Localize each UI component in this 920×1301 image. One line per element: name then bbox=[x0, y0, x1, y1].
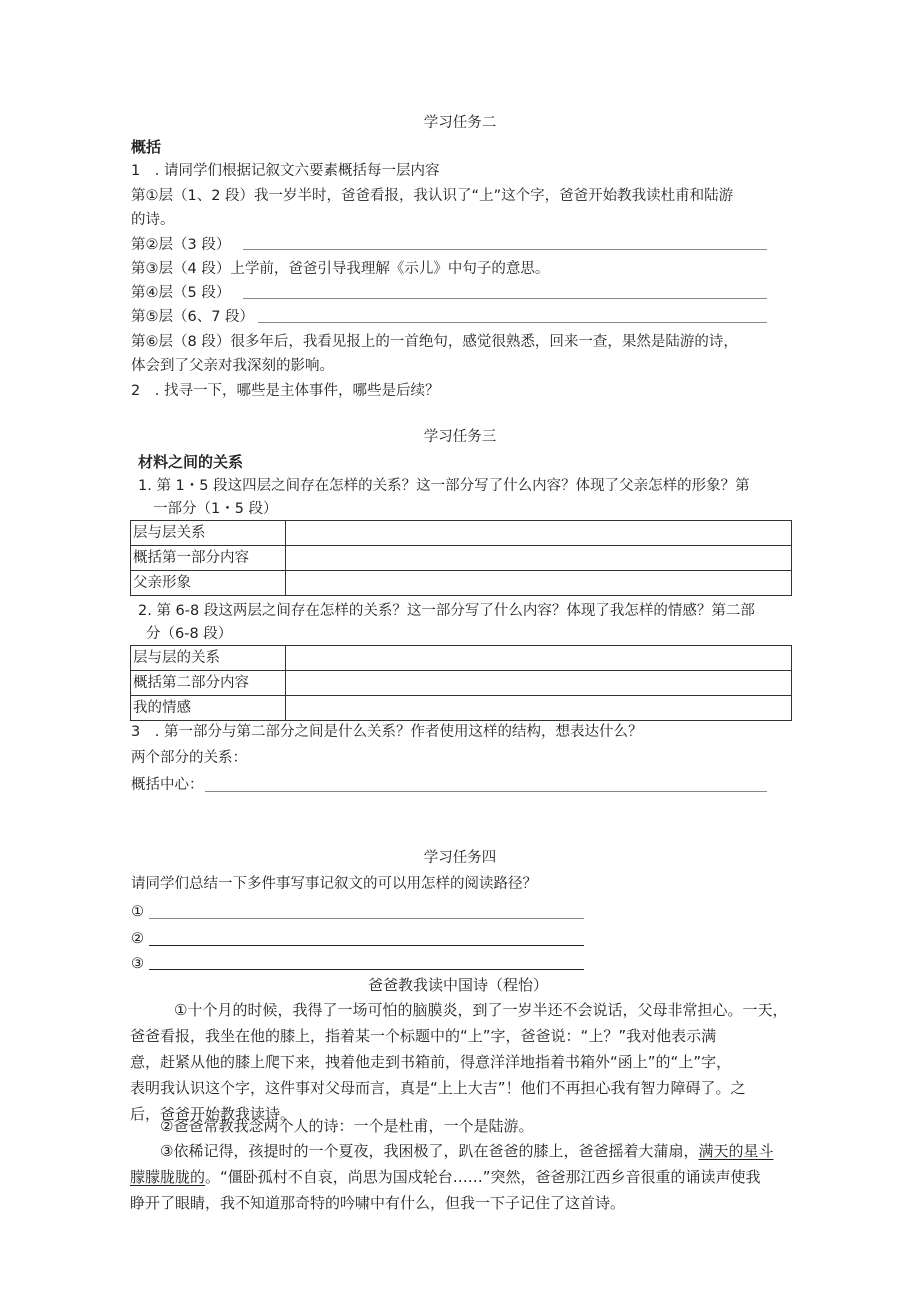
task3-question-3: 3 . 第一部分与第二部分之间是什么关系？作者使用这样的结构，想表达什么？ bbox=[131, 724, 643, 740]
article-paragraph-2 bbox=[130, 1113, 798, 1139]
paragraph-line: 后，爸爸开始教我读诗。 bbox=[130, 1105, 296, 1123]
underlined-phrase: 朦朦胧胧的 bbox=[130, 1168, 206, 1186]
table-answer-cell[interactable] bbox=[286, 521, 792, 546]
paragraph-line: 表明我认识这个字，这件事对父母而言，真是“上上大吉”！他们不再担心我有智力障碍了。之 bbox=[130, 1079, 746, 1097]
center-label: 概括中心： bbox=[131, 777, 204, 793]
article-paragraph-1 bbox=[130, 997, 798, 1127]
task3-title: 学习任务三 bbox=[423, 429, 497, 445]
path-item-3-number: ③ bbox=[131, 956, 144, 972]
table-label-cell: 我的情感 bbox=[131, 696, 286, 721]
paragraph-line: ②爸爸常教我念两个人的诗：一个是杜甫，一个是陆游。 bbox=[160, 1117, 534, 1135]
layer-6-line-1: 第⑥层（8 段）很多年后，我看见报上的一首绝句，感觉很熟悉，回来一查，果然是陆游的诗， bbox=[131, 334, 738, 350]
task2-question-1: 1 . 请同学们根据记叙文六要素概括每一层内容 bbox=[131, 163, 440, 179]
table-row bbox=[131, 671, 792, 696]
layer-1-line-1: 第①层（1、2 段）我一岁半时，爸爸看报，我认识了“上”这个字，爸爸开始教我读杜甫和陆游 bbox=[131, 188, 734, 204]
part2-table bbox=[130, 645, 792, 721]
center-answer-line[interactable] bbox=[205, 791, 767, 792]
table-answer-cell[interactable] bbox=[286, 546, 792, 571]
table-row bbox=[131, 696, 792, 721]
task2-heading: 概括 bbox=[131, 138, 162, 156]
task3-question-2-line-2: 分（6-8 段） bbox=[146, 626, 233, 642]
path-item-3-line[interactable] bbox=[149, 969, 584, 970]
article-title: 爸爸教我读中国诗（程怡） bbox=[368, 976, 549, 994]
path-item-1-line[interactable] bbox=[149, 918, 584, 919]
table-row bbox=[131, 546, 792, 571]
table-label-cell: 层与层的关系 bbox=[131, 646, 286, 671]
table-answer-cell[interactable] bbox=[286, 696, 792, 721]
paragraph-line: ①十个月的时候，我得了一场可怕的脑膜炎，到了一岁半还不会说话，父母非常担心。一天， bbox=[174, 1001, 788, 1019]
table-answer-cell[interactable] bbox=[286, 571, 792, 596]
layer-5-label: 第⑤层（6、7 段） bbox=[131, 309, 255, 325]
underlined-phrase: 满天的星斗 bbox=[698, 1142, 774, 1160]
paragraph-line bbox=[130, 1138, 798, 1164]
task4-title: 学习任务四 bbox=[423, 850, 497, 866]
layer-4-label: 第④层（5 段） bbox=[131, 285, 231, 301]
layer-2-label: 第②层（3 段） bbox=[131, 237, 231, 253]
table-label-cell: 概括第二部分内容 bbox=[131, 671, 286, 696]
layer-4-answer-line[interactable] bbox=[243, 298, 767, 299]
layer-5-answer-line[interactable] bbox=[258, 322, 767, 323]
paragraph-line: 爸爸看报，我坐在他的膝上，指着某一个标题中的“上”字，爸爸说：“上？”我对他表示满 bbox=[130, 1027, 717, 1045]
table-row bbox=[131, 571, 792, 596]
task3-question-2-line-1: 2. 第 6-8 段这两层之间存在怎样的关系？这一部分写了什么内容？体现了我怎样的情感？第二部 bbox=[138, 603, 755, 619]
paragraph-text: 。“僵卧孤村不自哀，尚思为国戍轮台……”突然，爸爸那江西乡音很重的诵读声使我 bbox=[205, 1168, 761, 1186]
table-label-cell: 父亲形象 bbox=[131, 571, 286, 596]
paragraph-text: ③依稀记得，孩提时的一个夏夜，我困极了，趴在爸爸的膝上，爸爸摇着大蒲扇， bbox=[160, 1142, 699, 1160]
task3-heading: 材料之间的关系 bbox=[138, 453, 244, 471]
article-paragraph-3 bbox=[130, 1138, 798, 1216]
table-label-cell: 层与层关系 bbox=[131, 521, 286, 546]
layer-3: 第③层（4 段）上学前，爸爸引导我理解《示儿》中句子的意思。 bbox=[131, 261, 550, 277]
task4-prompt: 请同学们总结一下多件事写事记叙文的可以用怎样的阅读路径？ bbox=[131, 876, 537, 892]
paragraph-line bbox=[130, 1164, 798, 1190]
paragraph-line: 意，赶紧从他的膝上爬下来，拽着他走到书箱前，得意洋洋地指着书箱外“函上”的“上”字， bbox=[130, 1053, 732, 1071]
layer-1-line-2: 的诗。 bbox=[131, 212, 175, 228]
table-row bbox=[131, 646, 792, 671]
task2-title: 学习任务二 bbox=[423, 115, 497, 131]
table-answer-cell[interactable] bbox=[286, 646, 792, 671]
path-item-1-number: ① bbox=[131, 904, 144, 920]
task3-question-1-line-1: 1. 第 1・5 段这四层之间存在怎样的关系？这一部分写了什么内容？体现了父亲怎样的形象？第 bbox=[138, 478, 750, 494]
relation-label: 两个部分的关系： bbox=[131, 750, 247, 766]
part1-table bbox=[130, 520, 792, 596]
table-label-cell: 概括第一部分内容 bbox=[131, 546, 286, 571]
task2-question-2: 2 . 找寻一下，哪些是主体事件，哪些是后续？ bbox=[131, 383, 440, 399]
paragraph-line: 睁开了眼睛，我不知道那奇特的吟啸中有什么，但我一下子记住了这首诗。 bbox=[130, 1194, 626, 1212]
task3-question-1-line-2: 一部分（1・5 段） bbox=[153, 501, 278, 517]
layer-2-answer-line[interactable] bbox=[243, 249, 767, 250]
layer-6-line-2: 体会到了父亲对我深刻的影响。 bbox=[131, 358, 334, 374]
path-item-2-line[interactable] bbox=[149, 945, 584, 946]
table-answer-cell[interactable] bbox=[286, 671, 792, 696]
path-item-2-number: ② bbox=[131, 931, 144, 947]
table-row bbox=[131, 521, 792, 546]
